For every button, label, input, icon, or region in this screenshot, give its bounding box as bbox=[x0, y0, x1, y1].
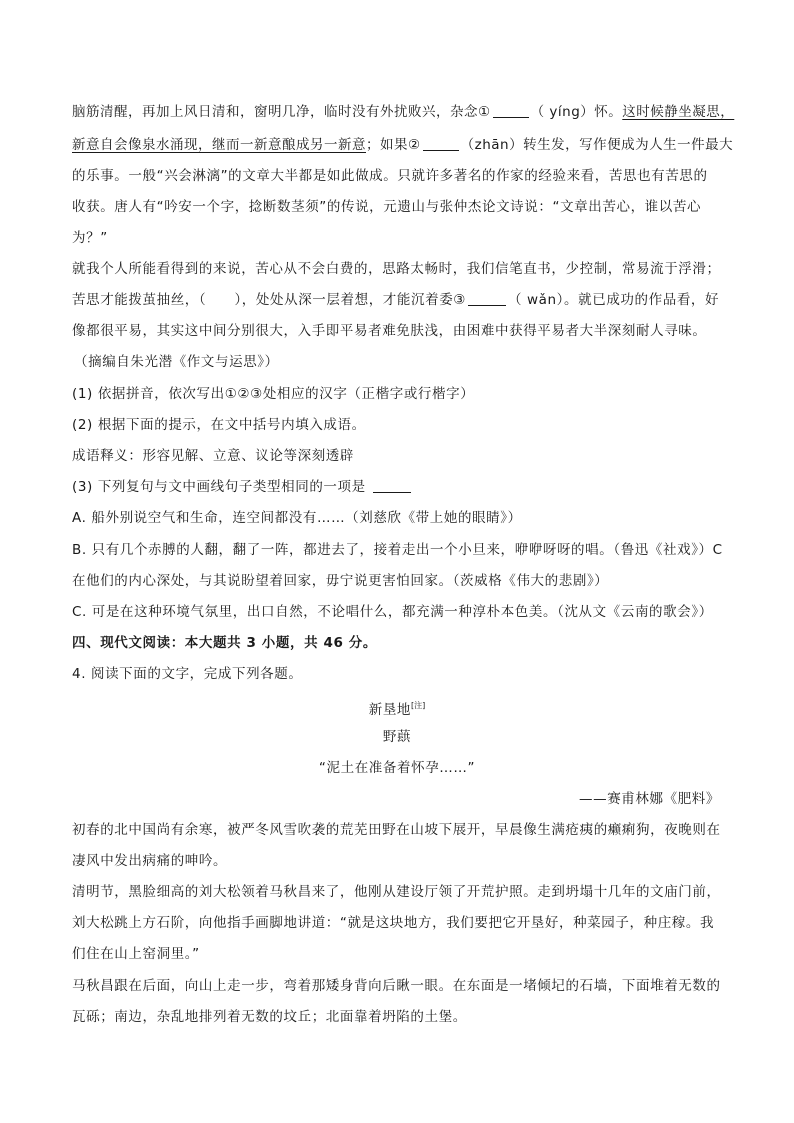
option-c[interactable]: C. 可是在这种环境气氛里，出口自然，不论唱什么，都充满一种淳朴本色美。（沈从文《云南的歌会》） bbox=[72, 604, 713, 620]
passage-text: 脑筋清醒，再加上风日清和，窗明几净，临时没有外扰败兴，杂念① bbox=[72, 104, 491, 120]
passage-line-6: 就我个人所能看得到的来说，苦心从不会白费的，思路太畅时，我们信笔直书，少控制，常易流于浮滑； bbox=[72, 261, 721, 277]
story-title bbox=[0, 696, 794, 720]
story-line-5: 们住在山上窑洞里。” bbox=[72, 946, 200, 962]
story-title-text: 新垦地 bbox=[368, 702, 412, 718]
passage-text: 苦思才能拨茧抽丝，（ ），处处从深一层着想，才能沉着委③ bbox=[72, 292, 467, 308]
answer-blank-2[interactable] bbox=[423, 136, 459, 151]
passage-source: （摘编自朱光潜《作文与运思》） bbox=[74, 354, 279, 370]
passage-text: ；如果② bbox=[366, 137, 421, 153]
story-line-6: 马秋昌跟在后面，向山上走一步，弯着那矮身背向后瞅一眼。在东面是一堵倾圮的石墙，下面堆着无数的 bbox=[72, 978, 721, 994]
section-heading: 四、现代文阅读：本大题共 3 小题，共 46 分。 bbox=[72, 635, 377, 651]
underlined-sentence: 新意自会像泉水涌现，继而一新意酿成另一新意 bbox=[72, 137, 366, 153]
answer-blank-q3[interactable] bbox=[373, 478, 411, 493]
footnote-mark[interactable]: [注] bbox=[411, 701, 426, 710]
story-line-3: 清明节，黑脸细高的刘大松领着马秋昌来了，他刚从建设厅领了开荒护照。走到坍塌十几年的文庙门前， bbox=[72, 884, 721, 900]
passage-line-3: 的乐事。一般“兴会淋漓”的文章大半都是如此做成。只就许多著名的作家的经验来看，苦思也有苦思的 bbox=[72, 168, 708, 184]
story-line-2: 凄风中发出病痛的呻吟。 bbox=[72, 853, 228, 869]
underlined-sentence: 这时候静坐凝思， bbox=[622, 104, 735, 120]
answer-blank-3[interactable] bbox=[468, 291, 506, 306]
story-line-7: 瓦砾；南边，杂乱地排列着无数的坟丘；北面靠着坍陷的土堡。 bbox=[72, 1009, 467, 1025]
option-a[interactable]: A. 船外别说空气和生命，连空间都没有……（刘慈欣《带上她的眼睛》） bbox=[72, 510, 522, 526]
passage-line-1 bbox=[72, 102, 734, 122]
passage-line-8: 像都很平易，其实这中间分别很大，入手即平易者难免肤浅，由困难中获得平易者大半深刻耐人寻味。 bbox=[72, 323, 707, 339]
story-epigraph: “泥土在准备着怀孕……” bbox=[318, 760, 476, 776]
question-4: 4. 阅读下面的文字，完成下列各题。 bbox=[72, 666, 303, 682]
story-author: 野蕻 bbox=[382, 729, 412, 745]
passage-line-7 bbox=[72, 290, 719, 310]
passage-line-2 bbox=[72, 135, 733, 155]
question-3 bbox=[72, 477, 413, 497]
answer-blank-1[interactable] bbox=[493, 103, 529, 118]
option-b-continued: 在他们的内心深处，与其说盼望着回家，毋宁说更害怕回家。（茨威格《伟大的悲剧》） bbox=[72, 573, 609, 589]
story-line-4: 刘大松跳上方石阶，向他指手画脚地讲道：“就是这块地方，我们要把它开垦好，种菜园子，种庄稼。我 bbox=[72, 915, 715, 931]
passage-line-4: 收获。唐人有“吟安一个字，捻断数茎须”的传说，元遗山与张仲杰论文诗说：“文章出苦心，谁以苦心 bbox=[72, 199, 702, 215]
pinyin-hint-2: （zhān）转生发，写作便成为人生一件最大 bbox=[460, 137, 734, 153]
pinyin-hint-3: （ wǎn）。就已成功的作品看，好 bbox=[508, 292, 720, 308]
idiom-hint: 成语释义：形容见解、立意、议论等深刻透辟 bbox=[72, 448, 354, 464]
question-2: (2) 根据下面的提示，在文中括号内填入成语。 bbox=[72, 417, 366, 433]
passage-line-5: 为？” bbox=[72, 230, 108, 246]
question-3-text: (3) 下列复句与文中画线句子类型相同的一项是 bbox=[72, 479, 366, 495]
story-line-1: 初春的北中国尚有余寒，被严冬风雪吹袭的荒芜田野在山坡下展开，早晨像生满疮痍的癞痢狗，夜晚则在 bbox=[72, 822, 721, 838]
option-b[interactable]: B. 只有几个赤膊的人翻，翻了一阵，都进去了，接着走出一个小旦来，咿咿呀呀的唱。（鲁迅《社戏》）C bbox=[72, 542, 723, 558]
pinyin-hint-1: （ yíng）怀。 bbox=[530, 104, 623, 120]
question-1: (1) 依据拼音，依次写出①②③处相应的汉字（正楷字或行楷字） bbox=[72, 386, 475, 402]
epigraph-source: ——赛甫林娜《肥料》 bbox=[579, 791, 720, 807]
